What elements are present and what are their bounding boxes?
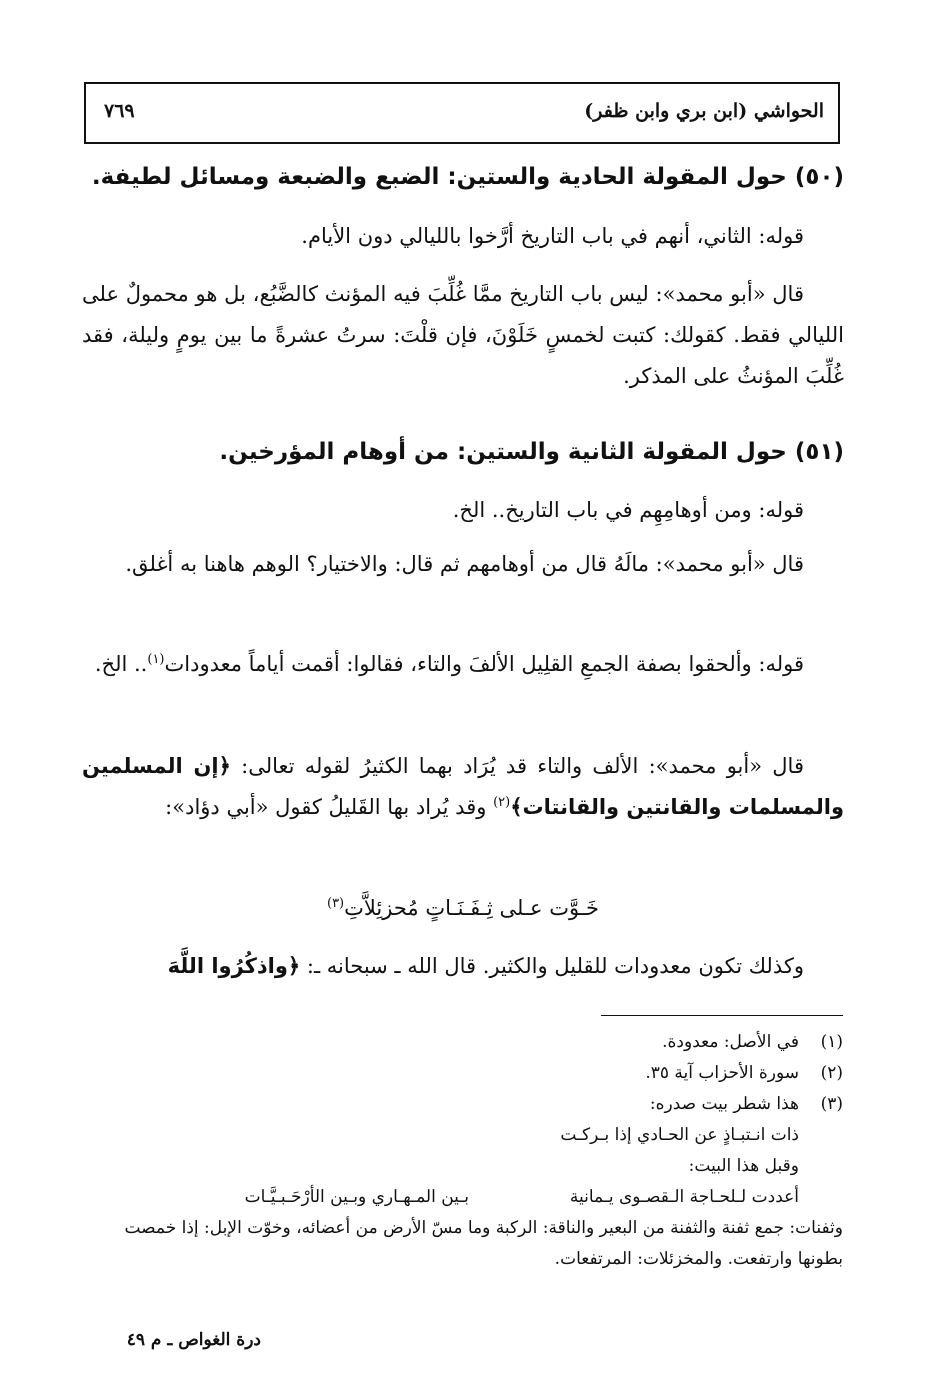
footnote-1-number: (١): [820, 1032, 843, 1052]
footnote-3-gloss: وثفنات: جمع ثفنة والثفنة من البعير والناقة: الركبة وما مسّ الأرض من أعضائه، وخوّت الإبل: إذا خمصت بطونها وارتفعت. والمخزئلات: المرتفعات.: [124, 1218, 843, 1269]
footnote-1-text: في الأصل: معدودة.: [662, 1032, 799, 1052]
section-51-paragraph-3-end: .. الخ.: [94, 652, 148, 676]
section-51-paragraph-3-text: قوله: وألحقوا بصفة الجمعِ القلِيل الألفَ والتاء، فقالوا: أقمت أياماً معدودات: [164, 652, 804, 676]
section-51-paragraph-3: [82, 644, 844, 685]
footnote-2: [83, 1058, 843, 1089]
footnote-3-poem: [83, 1182, 843, 1213]
footnote-3-poem-second-hemistich: بـين المـهـاري وبـين الأرْحَـبـيَّـات: [244, 1187, 469, 1207]
quran-quote: ﴿إن المسلمين والمسلمات والقانتين والقانتات﴾: [82, 754, 844, 819]
footnote-ref-3[interactable]: (٣): [326, 896, 345, 911]
footnotes: [83, 1027, 843, 1275]
section-51-paragraph-2-text: قال «أبو محمد»: مالَهُ قال من أوهامهم ثم قال: والاختيار؟ الوهم هاهنا به أغلق.: [125, 552, 804, 576]
poetry-verse-text: خَـوَّت عـلى ثِـفَـنَـاتٍ مُحزئِلاَّتِ: [344, 896, 600, 920]
section-51-paragraph-4-text: قال «أبو محمد»: الألف والتاء قد يُرَاد بهما الكثيرُ لقوله تعالى:: [230, 754, 804, 778]
page-number: ٧٦٩: [104, 100, 135, 122]
signature-mark: درة الغواص ـ م ٤٩: [126, 1330, 261, 1350]
section-50-paragraph-2: [82, 274, 844, 397]
footnote-ref-2[interactable]: (٢): [493, 795, 511, 810]
section-51-paragraph-5: [82, 946, 844, 987]
footnote-ref-1[interactable]: (١): [147, 652, 165, 667]
section-51-paragraph-2: [82, 544, 844, 585]
poetry-verse: [82, 888, 844, 928]
footnote-2-number: (٢): [820, 1063, 843, 1083]
section-50-paragraph-1: [82, 216, 844, 257]
section-51-heading: (٥١) حول المقولة الثانية والستين: من أوهام المؤرخين.: [219, 439, 844, 465]
footnote-separator: [601, 1015, 843, 1016]
running-title: الحواشي (ابن بري وابن ظفر): [584, 100, 824, 122]
section-51-paragraph-4: [82, 746, 844, 828]
section-50-paragraph-2-text: قال «أبو محمد»: ليس باب التاريخ ممَّا غُلِّبَ فيه المؤنث كالضَّبُع، بل هو محمولٌ على الليالي فقط. كقولك: كتبت لخمسٍ خَلَوْنَ، فإن قلْتَ: سرتُ عشرةً ما بين يومٍ وليلة، فقد غُلِّبَ المؤنثُ على المذكر.: [82, 282, 844, 388]
footnote-3-preceding-label: وقبل هذا البيت:: [688, 1156, 799, 1176]
footnote-3-poem-first-hemistich: أعددت لـلحـاجة الـقصـوى يـمانية: [569, 1187, 799, 1207]
footnote-1: [83, 1027, 843, 1058]
footnote-3-number: (٣): [820, 1094, 843, 1114]
section-51-paragraph-1-text: قوله: ومن أوهامِهِم في باب التاريخ.. الخ.: [452, 498, 804, 522]
footnote-3: [83, 1089, 843, 1120]
quran-quote-2: ﴿واذكُرُوا اللَّهَ: [167, 954, 301, 978]
footnote-3-text: هذا شطر بيت صدره:: [649, 1094, 799, 1114]
section-51-paragraph-4-end: وقد يُراد بها القَليلُ كقول «أبي دؤاد»:: [165, 795, 494, 819]
footnote-2-text: سورة الأحزاب آية ٣٥.: [645, 1063, 799, 1083]
section-51-paragraph-5-text: وكذلك تكون معدودات للقليل والكثير. قال الله ـ سبحانه ـ:: [300, 954, 804, 978]
section-50-heading: (٥٠) حول المقولة الحادية والستين: الضبع والضبعة ومسائل لطيفة.: [91, 164, 844, 190]
footnote-3-verse-1: ذات انـتبـاذٍ عن الحـادي إذا بـركـت: [560, 1125, 799, 1145]
page-header: [84, 82, 840, 144]
section-51-paragraph-1: [82, 490, 844, 531]
section-50-paragraph-1-text: قوله: الثاني، أنهم في باب التاريخ أرَّخوا بالليالي دون الأيام.: [301, 224, 804, 248]
